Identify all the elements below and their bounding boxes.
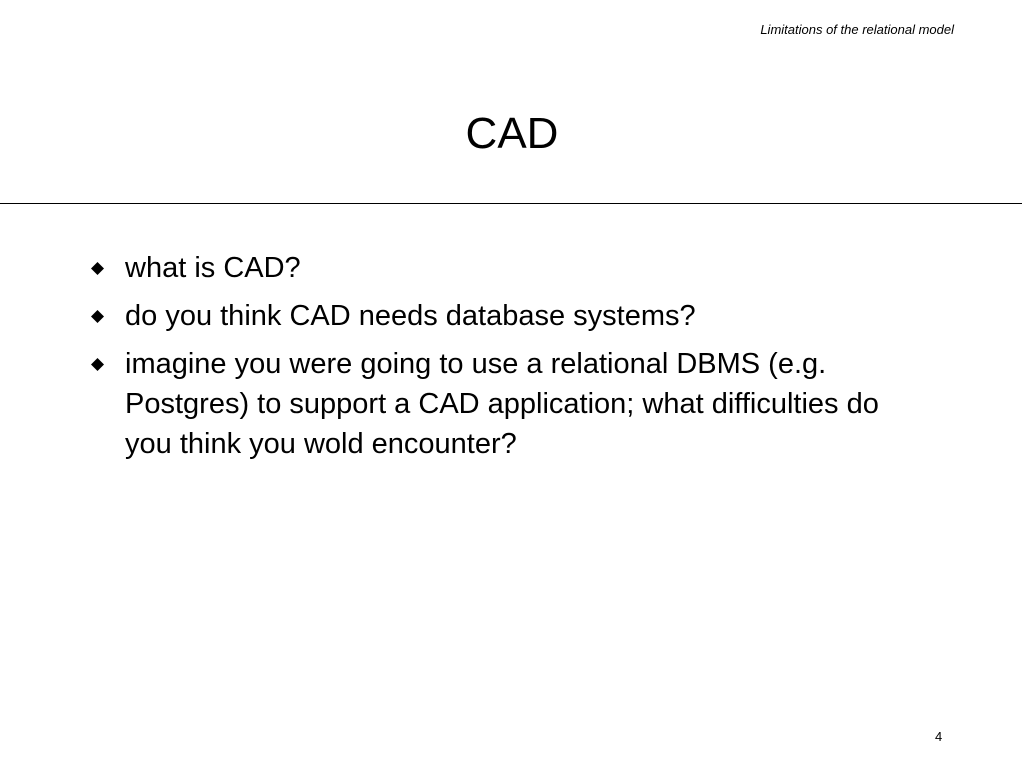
diamond-bullet-icon — [91, 262, 104, 275]
bullet-item — [88, 296, 888, 336]
diamond-bullet-icon — [91, 310, 104, 323]
bullet-text: do you think CAD needs database systems? — [125, 300, 696, 332]
bullet-text: imagine you were going to use a relational DBMS (e.g. Postgres) to support a CAD application; what difficulties do you think you wold encounter? — [125, 348, 879, 460]
section-header: Limitations of the relational model — [760, 22, 954, 37]
bullet-item — [88, 344, 888, 464]
slide-title: CAD — [465, 109, 559, 158]
page-number: 4 — [935, 729, 943, 744]
diamond-bullet-icon — [91, 358, 104, 371]
bullet-text: what is CAD? — [125, 252, 301, 284]
bullet-item — [88, 248, 888, 288]
bullet-list — [88, 248, 888, 472]
title-divider — [0, 203, 1022, 204]
